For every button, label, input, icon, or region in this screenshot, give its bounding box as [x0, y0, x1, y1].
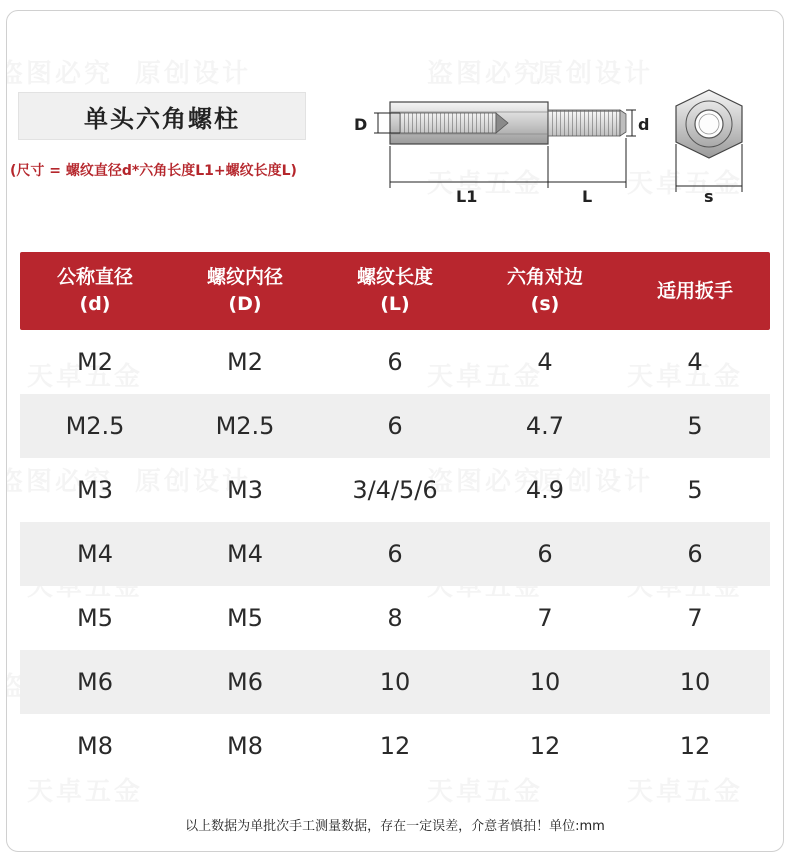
page-title: 单头六角螺柱 — [84, 104, 240, 133]
table-cell: 6 — [687, 540, 703, 568]
table-cell: 4.9 — [525, 476, 565, 504]
table-cell: M4 — [227, 540, 263, 568]
footnote: 以上数据为单批次手工测量数据，存在一定误差，介意者慎拍！单位:mm — [185, 819, 605, 834]
table-cell: 7 — [687, 604, 703, 632]
table-cell: M3 — [227, 476, 263, 504]
table-cell: 6 — [387, 348, 403, 376]
header-inner-diameter: 螺纹内径 (D) — [206, 266, 283, 315]
watermark — [135, 53, 251, 90]
table-cell: M8 — [227, 732, 263, 760]
table-header — [20, 252, 770, 330]
table-cell: 6 — [537, 540, 553, 568]
table-cell: M8 — [77, 732, 113, 760]
dimension-L1-L — [390, 138, 626, 188]
table-cell: M5 — [77, 604, 113, 632]
table-cell: M6 — [227, 668, 263, 696]
table-cell: 4.7 — [525, 412, 565, 440]
table-cell: 12 — [679, 732, 711, 760]
header-nominal-diameter: 公称直径 (d) — [56, 266, 133, 315]
label-D: D — [354, 115, 368, 134]
table-row — [20, 330, 770, 394]
watermark — [6, 53, 113, 90]
table-row — [20, 458, 770, 522]
table-cell: M2.5 — [215, 412, 275, 440]
table-row — [20, 714, 770, 778]
table-cell: 10 — [529, 668, 561, 696]
table-cell: 8 — [387, 604, 403, 632]
table-cell: 6 — [387, 412, 403, 440]
hex-body-side — [390, 102, 548, 144]
table-cell: 6 — [387, 540, 403, 568]
table-cell: 7 — [537, 604, 553, 632]
table-cell: M2.5 — [65, 412, 125, 440]
header-wrench-size: 适用扳手 — [656, 279, 733, 302]
table-cell: 3/4/5/6 — [352, 476, 438, 504]
hex-end-view — [676, 90, 742, 158]
title-box — [18, 92, 306, 140]
table-cell: 10 — [679, 668, 711, 696]
dimension-d — [626, 110, 636, 136]
table-row — [20, 522, 770, 586]
header-thread-length: 螺纹长度 (L) — [356, 266, 433, 315]
table-row — [20, 650, 770, 714]
table-cell: 12 — [379, 732, 411, 760]
label-L1: L1 — [456, 187, 478, 206]
table-cell: M4 — [77, 540, 113, 568]
threaded-stud — [548, 110, 626, 136]
table-cell: 10 — [379, 668, 411, 696]
table-cell: 4 — [537, 348, 553, 376]
table-cell: 12 — [529, 732, 561, 760]
table-cell: 5 — [687, 476, 703, 504]
table-cell: 5 — [687, 412, 703, 440]
table-cell: 4 — [687, 348, 703, 376]
table-cell: M2 — [227, 348, 263, 376]
header-hex-across-flats: 六角对边 (s) — [506, 266, 583, 315]
label-d: d — [638, 115, 650, 134]
table-cell: M5 — [227, 604, 263, 632]
standoff-diagram — [344, 72, 774, 212]
table-cell: M2 — [77, 348, 113, 376]
label-s: s — [704, 187, 714, 206]
spec-table — [20, 252, 770, 778]
table-cell: M3 — [77, 476, 113, 504]
table-cell: M6 — [77, 668, 113, 696]
label-L: L — [582, 187, 593, 206]
table-row — [20, 394, 770, 458]
table-row — [20, 586, 770, 650]
size-formula: (尺寸 = 螺纹直径d*六角长度L1+螺纹长度L) — [10, 163, 297, 179]
